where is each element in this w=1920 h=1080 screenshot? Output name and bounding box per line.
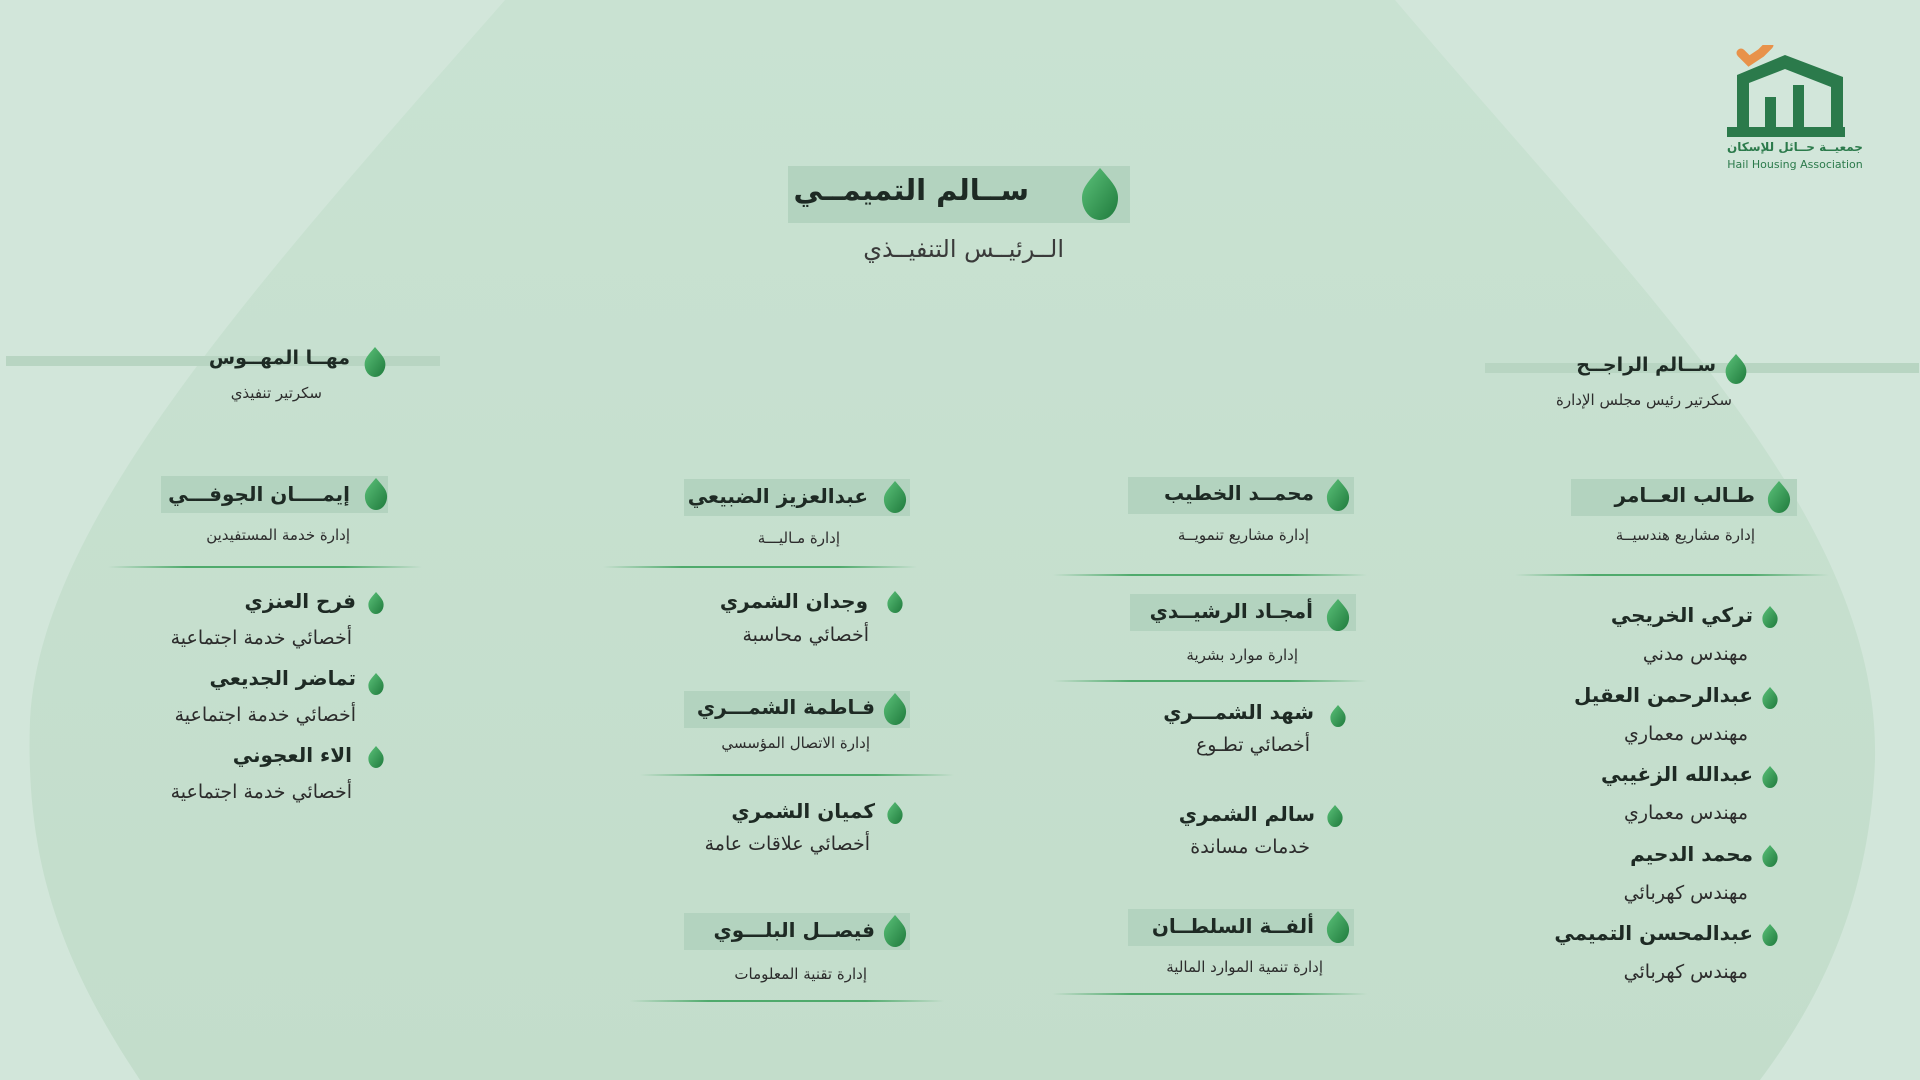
col2-head3-name: ألفــة السلطــان: [1151, 914, 1314, 938]
divider: [1053, 574, 1367, 576]
leaf-icon: [1762, 845, 1778, 867]
divider: [1053, 680, 1367, 682]
leaf-icon: [883, 481, 907, 513]
divider: [108, 566, 422, 568]
divider: [1053, 993, 1367, 995]
secretary-left-name: مهــا المهــوس: [208, 347, 350, 369]
col2-head1-title: إدارة مشاريع تنمويــة: [1177, 526, 1309, 544]
leaf-icon: [364, 347, 386, 377]
col2-head2-name: أمجـاد الرشيــدي: [1149, 599, 1313, 623]
staff-name: كميان الشمري: [731, 799, 875, 823]
divider: [603, 566, 917, 568]
leaf-icon: [887, 591, 903, 613]
divider: [640, 774, 954, 776]
staff-name: وجدان الشمري: [719, 589, 868, 613]
hail-housing-logo: [1725, 45, 1875, 180]
leaf-icon: [1327, 805, 1343, 827]
col3-head3-title: إدارة تقنية المعلومات: [734, 965, 867, 983]
col2-head1-name: محمــد الخطيب: [1164, 481, 1314, 505]
staff-title: أخصائي خدمة اجتماعية: [174, 704, 356, 726]
col2-head3-title: إدارة تنمية الموارد المالية: [1166, 958, 1323, 976]
staff-name: شهد الشمـــري: [1163, 700, 1314, 724]
secretary-right-title: سكرتير رئيس مجلس الإدارة: [1556, 391, 1732, 409]
staff-name: عبدالرحمن العقيل: [1573, 683, 1753, 707]
leaf-icon: [887, 802, 903, 824]
leaf-icon: [368, 673, 384, 695]
leaf-icon: [1762, 687, 1778, 709]
col1-head-title: إدارة مشاريع هندسيــة: [1615, 526, 1755, 544]
leaf-icon: [1762, 766, 1778, 788]
staff-name: سالم الشمري: [1178, 802, 1315, 826]
staff-title: مهندس مدني: [1642, 643, 1748, 665]
col4-head-name: إيمــــان الجوفـــي: [168, 482, 350, 506]
staff-title: أخصائي خدمة اجتماعية: [170, 781, 352, 803]
col3-head2-title: إدارة الاتصال المؤسسي: [721, 734, 870, 752]
staff-title: مهندس كهربائي: [1623, 882, 1748, 904]
leaf-icon: [1767, 481, 1791, 513]
staff-title: خدمات مساندة: [1190, 836, 1310, 858]
leaf-icon: [1725, 354, 1747, 384]
col1-head-name: طـالب العــامر: [1614, 483, 1755, 507]
secretary-left-title: سكرتير تنفيذي: [230, 384, 322, 402]
staff-title: أخصائي علاقات عامة: [704, 833, 870, 855]
staff-name: فرح العنزي: [244, 589, 356, 613]
col3-head1-name: عبدالعزيز الضبيعي: [687, 484, 868, 508]
staff-title: أخصائي محاسبة: [742, 624, 869, 646]
ceo-title: الــرئيــس التنفيــذي: [863, 235, 1064, 263]
staff-name: محمد الدحيم: [1630, 842, 1753, 866]
staff-name: عبدالله الزغيبي: [1600, 762, 1753, 786]
leaf-icon: [883, 915, 907, 947]
leaf-icon: [368, 746, 384, 768]
staff-title: أخصائي تطـوع: [1195, 734, 1310, 756]
col3-head2-name: فـاطمة الشمـــري: [696, 695, 875, 719]
leaf-icon: [883, 693, 907, 725]
staff-name: تماضر الجديعي: [209, 666, 356, 690]
logo-arabic-text: جمعيــة حــائل للإسكان: [1727, 140, 1863, 154]
leaf-icon: [1762, 924, 1778, 946]
staff-title: مهندس كهربائي: [1623, 961, 1748, 983]
col3-head1-title: إدارة مـاليـــة: [757, 529, 840, 547]
staff-title: مهندس معماري: [1623, 723, 1748, 745]
logo-mark-icon: [1725, 45, 1865, 140]
leaf-icon: [368, 592, 384, 614]
staff-title: مهندس معماري: [1623, 802, 1748, 824]
col4-head-title: إدارة خدمة المستفيدين: [206, 526, 350, 544]
staff-name: تركي الخريجي: [1610, 603, 1753, 627]
divider: [630, 1000, 944, 1002]
col2-head2-title: إدارة موارد بشرية: [1186, 646, 1298, 664]
ceo-name: ســالم التميمــي: [793, 173, 1029, 207]
staff-name: الاء العجوني: [232, 743, 352, 767]
leaf-icon: [364, 478, 388, 510]
logo-english-text: Hail Housing Association: [1727, 158, 1863, 171]
divider: [1515, 574, 1829, 576]
leaf-icon: [1082, 168, 1118, 220]
leaf-icon: [1326, 911, 1350, 943]
staff-title: أخصائي خدمة اجتماعية: [170, 627, 352, 649]
leaf-icon: [1330, 705, 1346, 727]
secretary-right-name: ســالم الراجــح: [1576, 354, 1716, 376]
leaf-icon: [1326, 479, 1350, 511]
leaf-icon: [1326, 599, 1350, 631]
leaf-icon: [1762, 606, 1778, 628]
col3-head3-name: فيصــل البلـــوي: [713, 918, 875, 942]
staff-name: عبدالمحسن التميمي: [1554, 921, 1753, 945]
